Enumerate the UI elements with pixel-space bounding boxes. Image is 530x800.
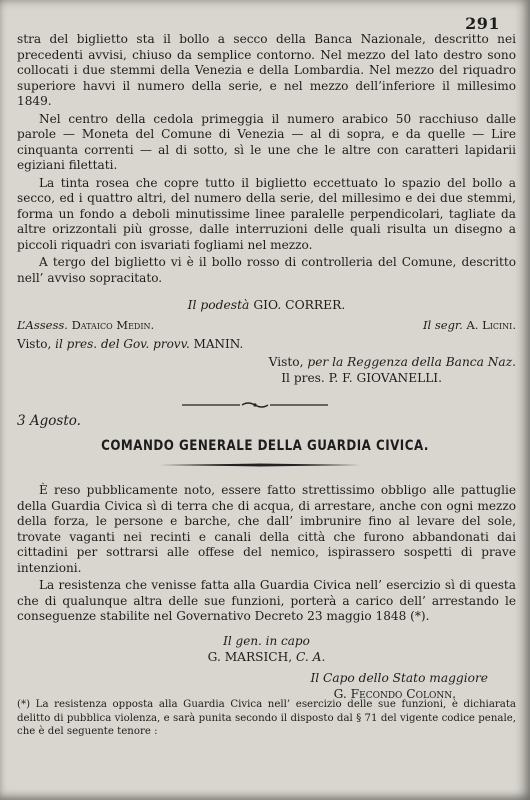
assessor-role: L’Assess. [17, 317, 68, 332]
section-heading: COMANDO GENERALE DELLA GUARDIA CIVICA. [101, 438, 429, 454]
podesta-role: Il podestà [187, 298, 250, 312]
assessor-secretary-row [17, 318, 516, 333]
chief-of-staff-role: Il Capo dello Stato maggiore [310, 671, 488, 685]
signature-block-2 [17, 634, 516, 702]
visto-bank-name: P. F. GIOVANELLI. [328, 370, 442, 385]
visto-label: Visto, [17, 336, 52, 351]
ornamental-divider [180, 400, 330, 410]
visto-bank-label: Visto, [268, 355, 304, 369]
general-role-line [17, 634, 516, 650]
heading-rule [140, 462, 380, 468]
secretary-name: A. Licini. [466, 317, 516, 332]
secretary-signature [423, 318, 516, 333]
visto-gov-signature [17, 337, 516, 353]
chief-of-staff-role-line [17, 671, 516, 687]
guard-decree-text [17, 483, 516, 625]
paragraph-4: A tergo del biglietto vi è il bollo rosso di controlleria del Comune, descritto nell’ avviso sopracitato. [17, 255, 516, 285]
podesta-signature [17, 298, 516, 314]
visto-bank-pres: Il pres. [281, 370, 325, 385]
decree-paragraph-1: È reso pubblicamente noto, essere fatto strettissimo obbligo alle pattuglie della Guardia Civica sì di terra che di acqua, di arrestare, anche con ogni mezzo della forza, le persone e barche, che dall’ imbrunire fino al levare del sole, trovate vaganti nei recinti e canali della città che furono abbandonati dai cittadini per sottrarsi alle offese del nemico, ispirassero sospetti di prave intenzioni. [17, 483, 516, 575]
general-name: G. MARSICH, [207, 649, 293, 664]
assessor-signature [17, 318, 154, 333]
visto-bank-role: per la Reggenza della Banca Naz. [307, 355, 516, 369]
visto-bank-signature [17, 355, 516, 386]
assessor-name: Dataico Medin. [71, 317, 155, 332]
page-number: 291 [465, 14, 500, 33]
general-role: Il gen. in capo [223, 634, 310, 648]
banknote-description [17, 32, 516, 286]
paragraph-3: La tinta rosea che copre tutto il biglietto eccettuato lo spazio del bollo a secco, ed i quattro altri, del numero della serie, del millesimo e dei due stemmi, forma un fondo a deboli minutissime linee paralelle perpendicolari, tagliate da altre orizzontali più grosse, dalle interruzioni delle quali risulta un disegno a piccoli riquadri con isvariati fogliami nel mezzo. [17, 175, 516, 252]
visto-gov-name: MANIN. [193, 336, 244, 351]
section-date: 3 Agosto. [17, 413, 81, 429]
general-signature [17, 650, 516, 666]
paragraph-2: Nel centro della cedola primeggia il numero arabico 50 racchiuso dalle parole — Moneta del Comune di Venezia — al di sopra, e da quelle — Lire cinquanta correnti — al di sotto, sì le une che le altre con caratteri lapidarii egiziani filettati. [17, 111, 516, 172]
secretary-role: Il segr. [422, 317, 463, 332]
paragraph-1: stra del biglietto sta il bollo a secco della Banca Nazionale, descritto nei precedenti avvisi, chiuso da semplice contorno. Nel mezzo del lato destro sono collocati i due stemmi della Venezia e della Lombardia. Nel mezzo del riquadro superiore havvi il numero della serie, e nel mezzo dell’inferiore il millesimo 1849. [17, 32, 516, 108]
general-suffix: C. A. [296, 649, 326, 664]
visto-gov-role: il pres. del Gov. provv. [55, 336, 190, 351]
footnote: (*) La resistenza opposta alla Guardia Civica nell’ esercizio delle sue funzioni, è dichiarata delitto di pubblica violenza, e sarà punita secondo il disposto dal § 71 del vigente codice penale, che è del seguente tenore : [17, 699, 516, 737]
podesta-name: GIO. CORRER. [253, 298, 346, 312]
chief-of-staff-name: G. Fecondo Colonn. [333, 686, 456, 701]
signature-block-1 [17, 298, 516, 386]
decree-paragraph-2: La resistenza che venisse fatta alla Guardia Civica nell’ esercizio sì di questa che di qualunque altra delle sue funzioni, porterà a carico dell’ arrestando le conseguenze stabilite nel Governativo Decreto 23 maggio 1848 (*). [17, 578, 516, 623]
